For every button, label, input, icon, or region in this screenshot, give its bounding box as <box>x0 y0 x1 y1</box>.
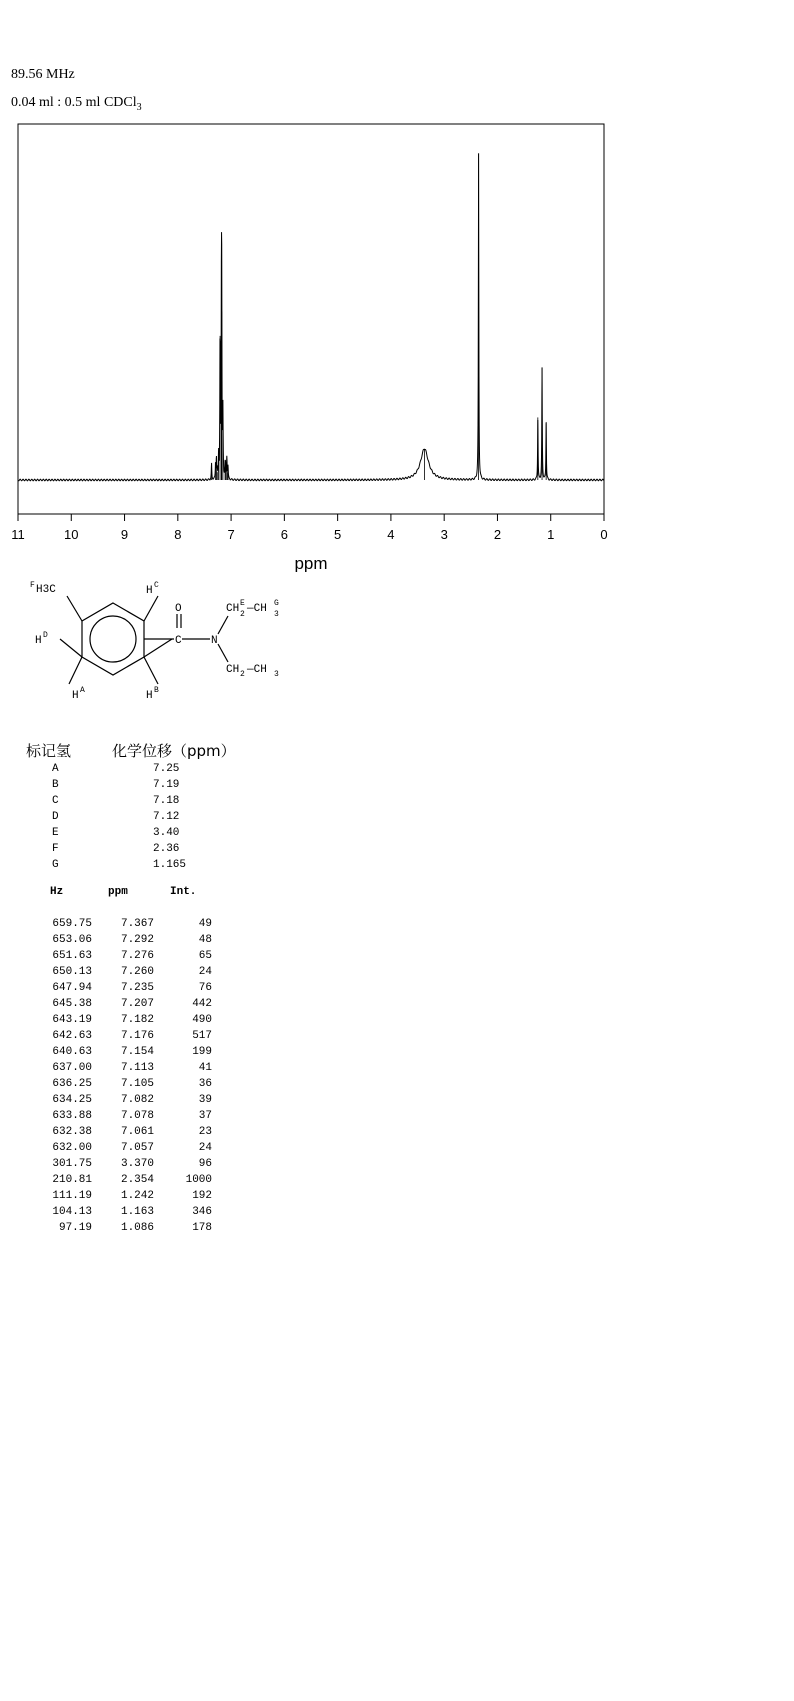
label-HC-sup: C <box>154 581 159 590</box>
peak-hz: 643.19 <box>52 1014 92 1026</box>
shift-row <box>30 795 230 811</box>
peak-ppm: 7.057 <box>120 1142 154 1154</box>
peak-ppm: 3.370 <box>120 1158 154 1170</box>
shift-ppm: 2.36 <box>153 843 180 855</box>
shift-row <box>30 827 230 843</box>
spectrum-trace <box>18 153 604 480</box>
shift-label: D <box>52 811 59 823</box>
peak-row <box>30 934 230 950</box>
label-F: F <box>30 581 35 590</box>
shift-label: C <box>52 795 59 807</box>
shift-label: F <box>52 843 59 855</box>
nmr-spectrum-chart <box>0 112 620 572</box>
label-N: N <box>211 635 218 647</box>
shift-label: B <box>52 779 59 791</box>
peak-ppm: 7.260 <box>120 966 154 978</box>
peak-int: 23 <box>198 1126 212 1138</box>
shift-label: G <box>52 859 59 871</box>
structure-bonds <box>60 596 228 684</box>
shift-col-label: 标记氢 <box>26 742 72 760</box>
label-HC: H <box>146 585 153 597</box>
label-O: O <box>175 603 182 615</box>
peak-int: 192 <box>192 1190 212 1202</box>
peak-int: 37 <box>198 1110 212 1122</box>
peak-hz: 650.13 <box>52 966 92 978</box>
shift-ppm: 3.40 <box>153 827 180 839</box>
peak-row <box>30 950 230 966</box>
x-tick-label: 1 <box>547 527 555 542</box>
x-tick-label: 2 <box>493 527 502 542</box>
peak-hz: 647.94 <box>52 982 92 994</box>
peak-int: 346 <box>192 1206 212 1218</box>
peak-hz: 632.00 <box>52 1142 92 1154</box>
peak-ppm: 7.367 <box>120 918 154 930</box>
molecular-structure <box>14 560 304 735</box>
label-sub3-bottom: 3 <box>274 670 279 679</box>
peak-int: 490 <box>192 1014 212 1026</box>
peak-row <box>30 1174 230 1190</box>
label-CH2-top: CH <box>226 603 240 615</box>
sample-subscript: 3 <box>136 101 142 113</box>
x-axis-label: ppm <box>294 554 328 572</box>
peak-row <box>30 1222 230 1238</box>
peak-row <box>30 1046 230 1062</box>
shift-col-ppm: 化学位移（ppm） <box>112 742 236 760</box>
peak-int: 41 <box>198 1062 212 1074</box>
peak-ppm: 1.242 <box>120 1190 154 1202</box>
peak-int: 24 <box>198 1142 212 1154</box>
x-tick-label: 11 <box>11 527 25 542</box>
peak-ppm: 7.276 <box>120 950 154 962</box>
peak-row <box>30 1062 230 1078</box>
peak-row <box>30 1158 230 1174</box>
label-HB-sup: B <box>154 686 159 695</box>
shift-row <box>30 843 230 859</box>
sample-concentration <box>11 95 142 113</box>
x-tick-label: 5 <box>334 527 342 542</box>
peak-ppm: 7.078 <box>120 1110 154 1122</box>
peak-hz: 640.63 <box>52 1046 92 1058</box>
peak-hz: 633.88 <box>52 1110 92 1122</box>
peak-ppm: 7.113 <box>120 1062 154 1074</box>
label-C: C <box>175 635 182 647</box>
peak-ppm: 1.086 <box>120 1222 154 1234</box>
peak-hz: 97.19 <box>58 1222 92 1234</box>
peak-hz: 642.63 <box>52 1030 92 1042</box>
peak-ppm: 7.292 <box>120 934 154 946</box>
shift-row <box>30 779 230 795</box>
peak-hz: 104.13 <box>52 1206 92 1218</box>
peak-ppm: 7.182 <box>120 1014 154 1026</box>
label-sub2-top: 2 <box>240 610 245 619</box>
label-CH3-bottom: —CH <box>247 664 267 676</box>
peak-int: 36 <box>198 1078 212 1090</box>
x-tick-label: 6 <box>280 527 288 542</box>
label-sub2-bottom: 2 <box>240 670 245 679</box>
peak-header-ppm: ppm <box>108 886 128 898</box>
shift-label: A <box>52 763 59 775</box>
label-E: E <box>240 599 245 608</box>
peak-int: 199 <box>192 1046 212 1058</box>
peak-hz: 210.81 <box>52 1174 92 1186</box>
peak-ppm: 7.061 <box>120 1126 154 1138</box>
label-CH3-top: —CH <box>247 603 267 615</box>
plot-frame <box>18 124 604 514</box>
peak-hz: 659.75 <box>52 918 92 930</box>
x-tick-label: 7 <box>227 527 235 542</box>
peak-hz: 637.00 <box>52 1062 92 1074</box>
sample-main: 0.04 ml : 0.5 ml CDCl <box>11 95 137 110</box>
peak-int: 1000 <box>185 1174 212 1186</box>
peak-row <box>30 1190 230 1206</box>
x-tick-label: 3 <box>440 527 448 542</box>
peak-hz: 634.25 <box>52 1094 92 1106</box>
shift-label: E <box>52 827 59 839</box>
label-HA-sup: A <box>80 686 85 695</box>
shift-row <box>30 811 230 827</box>
peak-row <box>30 1206 230 1222</box>
peak-row <box>30 918 230 934</box>
shift-row <box>30 859 230 875</box>
label-HD: H <box>35 635 42 647</box>
peak-int: 178 <box>192 1222 212 1234</box>
peak-row <box>30 1094 230 1110</box>
peak-row <box>30 1110 230 1126</box>
peak-ppm: 7.154 <box>120 1046 154 1058</box>
x-tick-label: 0 <box>600 527 608 542</box>
peak-int: 65 <box>198 950 212 962</box>
peak-ppm: 7.176 <box>120 1030 154 1042</box>
peak-header-hz: Hz <box>50 886 64 898</box>
peak-table <box>30 886 230 1238</box>
spectrometer-frequency: 89.56 MHz <box>11 67 75 82</box>
peak-int: 96 <box>198 1158 212 1170</box>
peak-ppm: 1.163 <box>120 1206 154 1218</box>
peak-int: 49 <box>198 918 212 930</box>
peak-table-header <box>30 886 230 902</box>
x-tick-label: 8 <box>174 527 182 542</box>
x-axis-ticks <box>11 514 607 542</box>
label-G: G <box>274 599 279 608</box>
x-tick-label: 10 <box>64 527 79 542</box>
peak-row <box>30 982 230 998</box>
shift-ppm: 7.25 <box>153 763 180 775</box>
shift-ppm: 1.165 <box>153 859 187 871</box>
peak-row <box>30 966 230 982</box>
peak-ppm: 2.354 <box>120 1174 154 1186</box>
label-sub3-top: 3 <box>274 610 279 619</box>
peak-hz: 301.75 <box>52 1158 92 1170</box>
label-HD-sup: D <box>43 631 48 640</box>
label-HA: H <box>72 690 79 702</box>
peak-hz: 111.19 <box>52 1190 92 1202</box>
x-tick-label: 9 <box>120 527 129 542</box>
peak-row <box>30 1030 230 1046</box>
shift-row <box>30 763 230 779</box>
label-CH2-bottom: CH <box>226 664 240 676</box>
shift-ppm: 7.19 <box>153 779 180 791</box>
peak-ppm: 7.105 <box>120 1078 154 1090</box>
peak-hz: 651.63 <box>52 950 92 962</box>
peak-ppm: 7.207 <box>120 998 154 1010</box>
peak-hz: 636.25 <box>52 1078 92 1090</box>
peak-hz: 645.38 <box>52 998 92 1010</box>
peak-int: 39 <box>198 1094 212 1106</box>
shift-ppm: 7.12 <box>153 811 180 823</box>
peak-hz: 632.38 <box>52 1126 92 1138</box>
peak-ppm: 7.082 <box>120 1094 154 1106</box>
peak-hz: 653.06 <box>52 934 92 946</box>
label-HB: H <box>146 690 153 702</box>
peak-row <box>30 1078 230 1094</box>
peak-int: 24 <box>198 966 212 978</box>
peak-row <box>30 998 230 1014</box>
peak-row <box>30 1142 230 1158</box>
peak-marks <box>212 154 547 480</box>
peak-int: 76 <box>198 982 212 994</box>
peak-int: 48 <box>198 934 212 946</box>
peak-ppm: 7.235 <box>120 982 154 994</box>
peak-row <box>30 1126 230 1142</box>
shift-table <box>30 763 230 875</box>
peak-int: 442 <box>192 998 212 1010</box>
label-H3C: H3C <box>36 584 56 596</box>
peak-row <box>30 1014 230 1030</box>
peak-header-int: Int. <box>170 886 197 898</box>
peak-int: 517 <box>192 1030 212 1042</box>
shift-ppm: 7.18 <box>153 795 180 807</box>
x-tick-label: 4 <box>387 527 395 542</box>
